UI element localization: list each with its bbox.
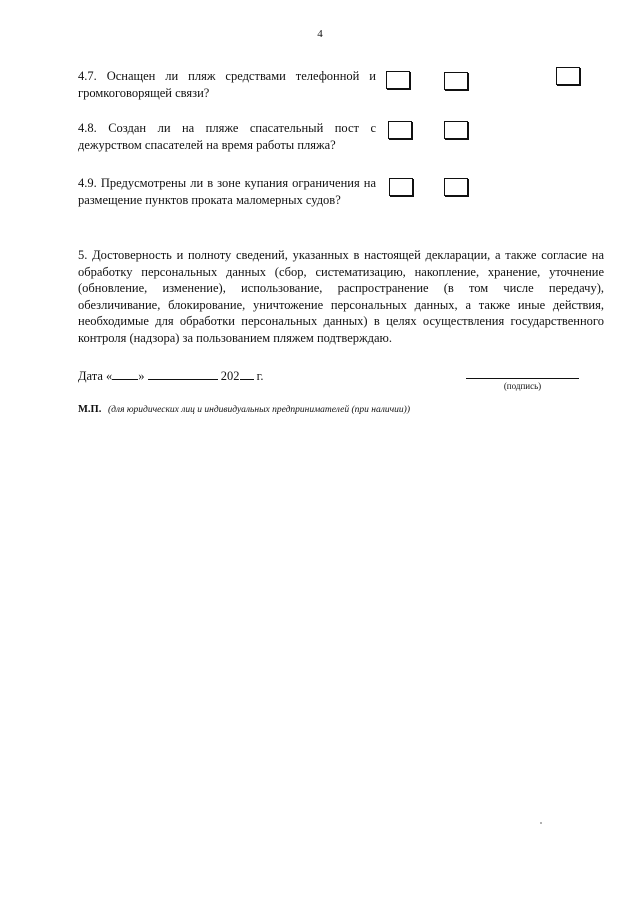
checkbox-4-9-no[interactable] [444,178,468,196]
checkbox-4-7-yes[interactable] [386,71,410,89]
question-4-7 [78,68,376,102]
date-close-quote: » [138,369,145,383]
question-number: 4.7. [78,69,97,83]
stamp-note: (для юридических лиц и индивидуальных предпринимателей (при наличии)) [107,405,410,415]
question-number: 4.8. [78,121,97,135]
day-blank[interactable] [112,368,138,380]
question-4-9 [78,175,376,209]
question-text: Предусмотрены ли в зоне купания ограничения на размещение пунктов проката маломерных судов? [78,176,377,207]
question-text: Оснащен ли пляж средствами телефонной и громкоговорящей связи? [78,69,376,100]
question-text: Создан ли на пляже спасательный пост с дежурством спасателей на время работы пляжа? [78,121,376,152]
signature-line[interactable] [466,378,579,379]
year-suffix: г. [256,369,264,383]
question-4-8 [78,120,376,154]
year-blank[interactable] [240,368,254,380]
checkbox-4-7-extra[interactable] [556,67,580,85]
question-number: 4.9. [78,176,97,190]
declaration-number: 5. [78,248,88,262]
stamp-label: М.П. [78,404,102,415]
declaration-paragraph [78,247,604,347]
year-prefix: 202 [220,369,240,383]
month-blank[interactable] [148,368,218,380]
page-number: 4 [317,28,323,40]
signature-caption: (подпись) [503,381,542,391]
checkbox-4-8-yes[interactable] [388,121,412,139]
declaration-text: Достоверность и полноту сведений, указанных в настоящей декларации, а также согласие на обработку персональных данных (сбор, систематизацию, накопление, хранение, уточнение (обновление, изменение), использование, распространение (в том числе передачу), обезличивание, блокирование, уничтожение персональных данных, а также иные действия, необходимые для обработки персональных данных) в целях осуществления государственного контроля (надзора) за пользованием пляжем подтверждаю. [78,248,604,345]
stamp-line [78,404,410,415]
checkbox-4-8-no[interactable] [444,121,468,139]
date-label: Дата « [78,369,113,383]
date-line [78,368,264,384]
checkbox-4-7-no[interactable] [444,72,468,90]
checkbox-4-9-yes[interactable] [389,178,413,196]
scan-speck [540,822,542,824]
